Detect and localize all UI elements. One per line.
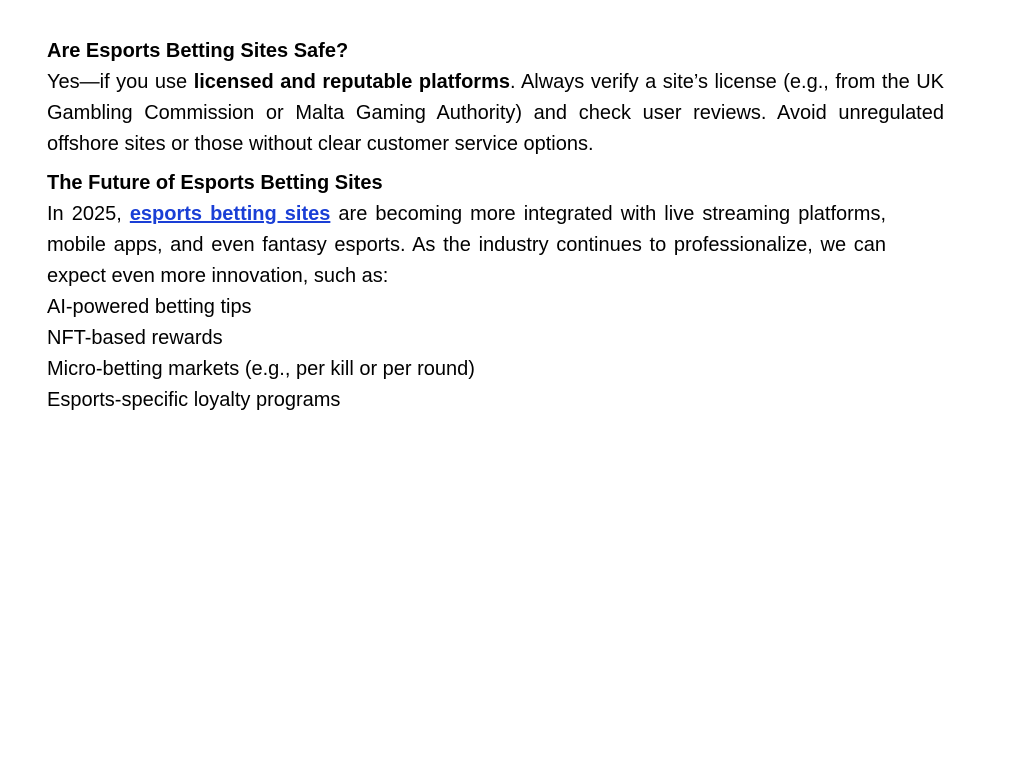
- list-item: Esports-specific loyalty programs: [47, 389, 341, 411]
- list-item: NFT-based rewards: [47, 327, 223, 349]
- future-paragraph-suffix: are becoming more integrated with live streaming platforms, mobile apps, and even fantasy esports. As the industry continues to professionalize, we can expect even more innovation, such as:: [47, 203, 886, 287]
- safety-heading: Are Esports Betting Sites Safe?: [47, 40, 349, 62]
- future-paragraph-prefix: In 2025,: [47, 203, 130, 225]
- future-heading: The Future of Esports Betting Sites: [47, 172, 383, 194]
- document-body: [47, 36, 944, 416]
- safety-paragraph-suffix: . Always verify a site’s license (e.g., from the UK Gambling Commission or Malta Gaming Authority) and check user reviews. Avoid unregulated offshore sites or those without clear customer service options.: [47, 71, 944, 155]
- safety-section: [47, 36, 944, 160]
- future-section: [47, 168, 944, 416]
- safety-paragraph-prefix: Yes—if you use: [47, 71, 194, 93]
- safety-paragraph-emphasis: licensed and reputable platforms: [193, 71, 510, 93]
- list-item: AI-powered betting tips: [47, 296, 252, 318]
- esports-betting-sites-link[interactable]: esports betting sites: [129, 203, 331, 225]
- list-item: Micro-betting markets (e.g., per kill or per round): [47, 358, 475, 380]
- innovation-list: [47, 292, 944, 416]
- safety-paragraph: [47, 67, 944, 160]
- future-paragraph: [47, 199, 886, 292]
